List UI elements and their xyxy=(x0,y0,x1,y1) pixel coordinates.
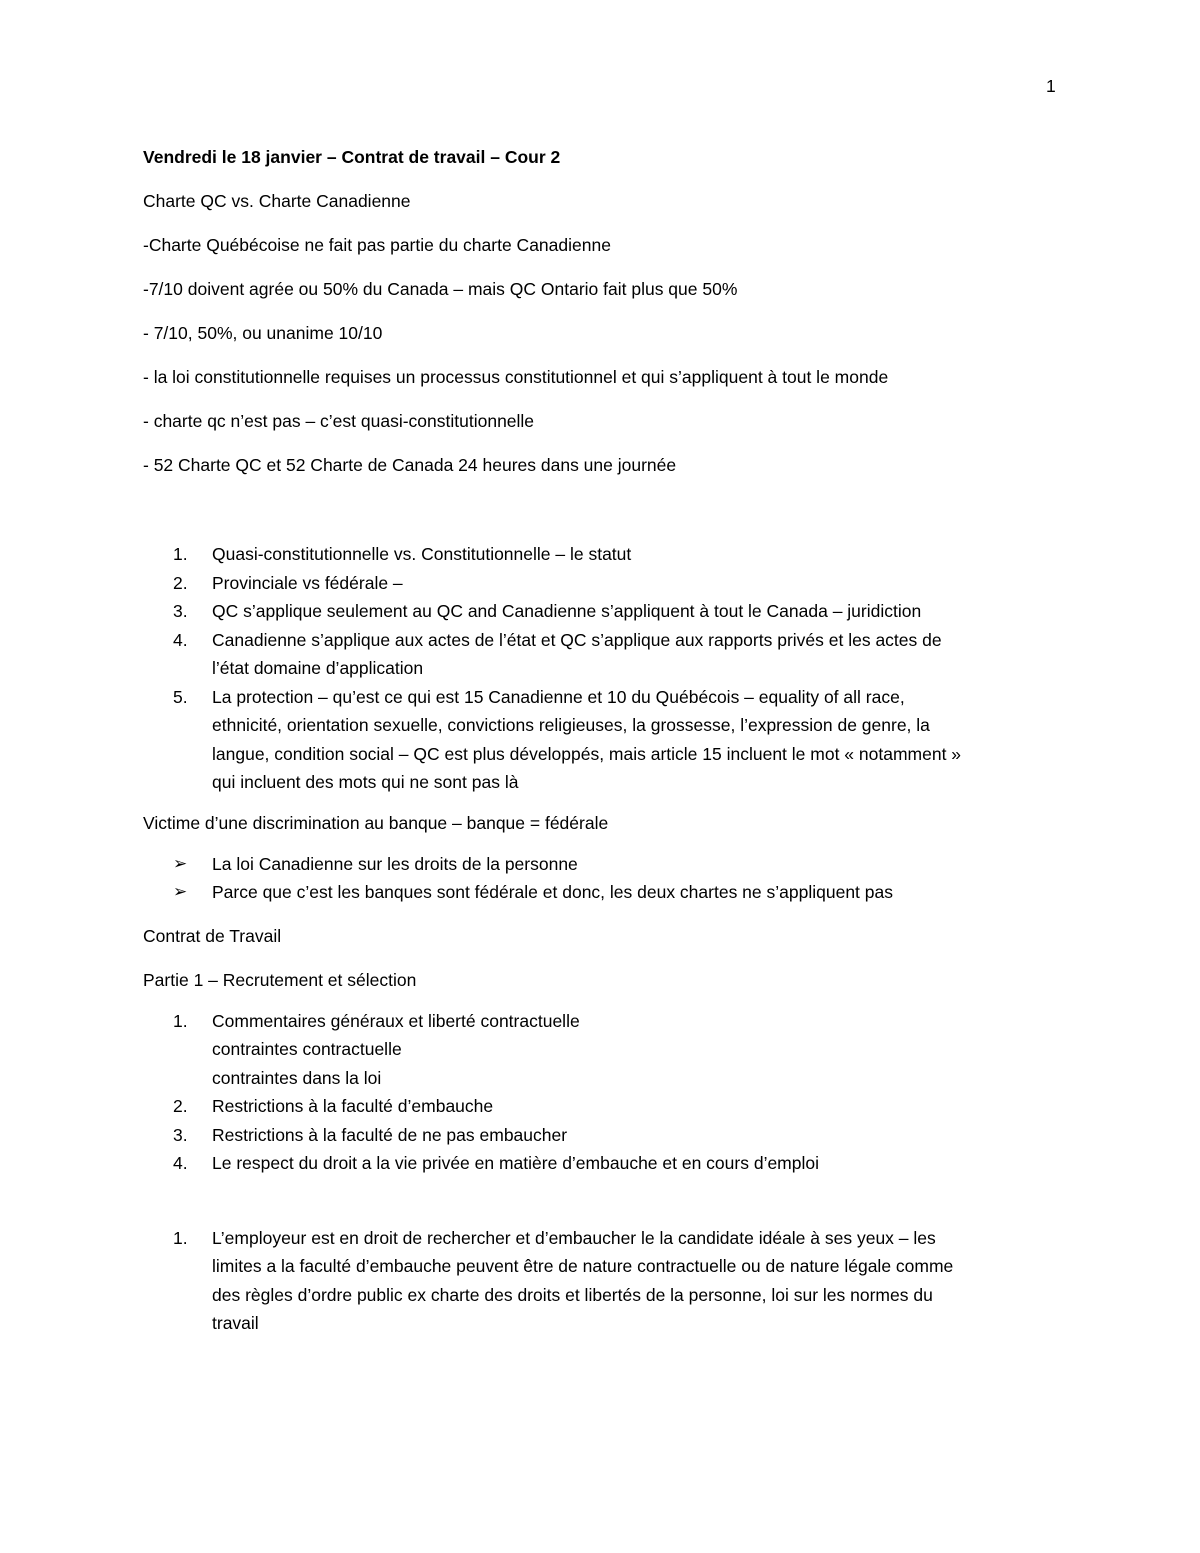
detail-list xyxy=(143,1224,1063,1338)
comparison-list xyxy=(143,540,1063,797)
list-item-text: Restrictions à la faculté de ne pas embaucher xyxy=(212,1124,568,1145)
list-item xyxy=(143,1121,1063,1150)
intro-line: - la loi constitutionnelle requises un processus constitutionnel et qui s’appliquent à tout le monde xyxy=(143,367,889,387)
arrow-list xyxy=(143,850,1063,907)
list-number: 2. xyxy=(173,572,188,593)
list-item-text: langue, condition social – QC est plus développés, mais article 15 incluent le mot « notamment » xyxy=(212,743,962,764)
list-item-text: La loi Canadienne sur les droits de la personne xyxy=(212,853,578,874)
list-item xyxy=(143,626,1063,683)
intro-line: - 52 Charte QC et 52 Charte de Canada 24 heures dans une journée xyxy=(143,455,677,475)
list-number: 1. xyxy=(173,1010,188,1031)
list-item-text: contraintes dans la loi xyxy=(212,1067,382,1088)
document-title: Vendredi le 18 janvier – Contrat de travail – Cour 2 xyxy=(143,147,561,167)
section-heading-partie: Partie 1 – Recrutement et sélection xyxy=(143,969,417,990)
section-heading-contrat: Contrat de Travail xyxy=(143,925,282,946)
list-item xyxy=(143,850,1063,879)
list-item-text: qui incluent des mots qui ne sont pas là xyxy=(212,772,519,792)
document-body xyxy=(143,146,1063,1338)
list-item xyxy=(143,569,1063,598)
list-item-text: contraintes contractuelle xyxy=(212,1039,402,1059)
list-item-text: ethnicité, orientation sexuelle, convictions religieuses, la grossesse, l’expression de genre, la xyxy=(212,715,930,735)
page-number: 1 xyxy=(1046,76,1056,96)
list-item xyxy=(143,1092,1063,1121)
list-item-text: Le respect du droit a la vie privée en matière d’embauche et en cours d’emploi xyxy=(212,1153,820,1173)
list-item-text: Commentaires généraux et liberté contractuelle xyxy=(212,1010,580,1031)
list-number: 3. xyxy=(173,1124,188,1145)
list-item-text: L’employeur est en droit de rechercher et d’embaucher le la candidate idéale à ses yeux – les xyxy=(212,1227,936,1248)
intro-line: - charte qc n’est pas – c’est quasi-constitutionnelle xyxy=(143,411,535,431)
list-item-text: La protection – qu’est ce qui est 15 Canadienne et 10 du Québécois – equality of all race, xyxy=(212,686,905,707)
list-item-text: des règles d’ordre public ex charte des droits et libertés de la personne, loi sur les normes du xyxy=(212,1284,933,1305)
list-item-text: Provinciale vs fédérale – xyxy=(212,572,403,593)
list-item xyxy=(143,1007,1063,1093)
list-item-text: Parce que c’est les banques sont fédérale et donc, les deux chartes ne s’appliquent pas xyxy=(212,882,893,902)
list-number: 1. xyxy=(173,1227,188,1248)
list-item-text: Canadienne s’applique aux actes de l’état et QC s’applique aux rapports privés et les actes de xyxy=(212,629,942,650)
list-item xyxy=(143,540,1063,569)
victime-line: Victime d’une discrimination au banque – banque = fédérale xyxy=(143,812,609,833)
list-item-text: limites a la faculté d’embauche peuvent être de nature contractuelle ou de nature légale comme xyxy=(212,1256,954,1276)
intro-line: Charte QC vs. Charte Canadienne xyxy=(143,191,411,211)
list-number: 5. xyxy=(173,686,188,707)
list-number: 4. xyxy=(173,629,188,650)
list-item xyxy=(143,683,1063,797)
intro-line: - 7/10, 50%, ou unanime 10/10 xyxy=(143,323,383,343)
list-item-text: Quasi-constitutionnelle vs. Constitutionnelle – le statut xyxy=(212,544,632,564)
list-item-text: l’état domaine d’application xyxy=(212,658,424,678)
list-item-text: Restrictions à la faculté d’embauche xyxy=(212,1096,494,1116)
intro-line: -Charte Québécoise ne fait pas partie du charte Canadienne xyxy=(143,235,611,255)
list-item-text: QC s’applique seulement au QC and Canadienne s’appliquent à tout le Canada – juridiction xyxy=(212,601,922,621)
list-number: 1. xyxy=(173,544,188,564)
list-item xyxy=(143,1149,1063,1178)
list-item xyxy=(143,597,1063,626)
list-number: 2. xyxy=(173,1096,188,1116)
list-item-text: travail xyxy=(212,1313,259,1333)
intro-line: -7/10 doivent agrée ou 50% du Canada – mais QC Ontario fait plus que 50% xyxy=(143,279,738,299)
list-number: 3. xyxy=(173,601,188,621)
list-item xyxy=(143,1224,1063,1338)
arrow-bullet-icon: ➢ xyxy=(173,882,188,901)
outline-list xyxy=(143,1007,1063,1178)
list-number: 4. xyxy=(173,1153,188,1173)
arrow-bullet-icon: ➢ xyxy=(173,853,188,873)
list-item xyxy=(143,878,1063,907)
